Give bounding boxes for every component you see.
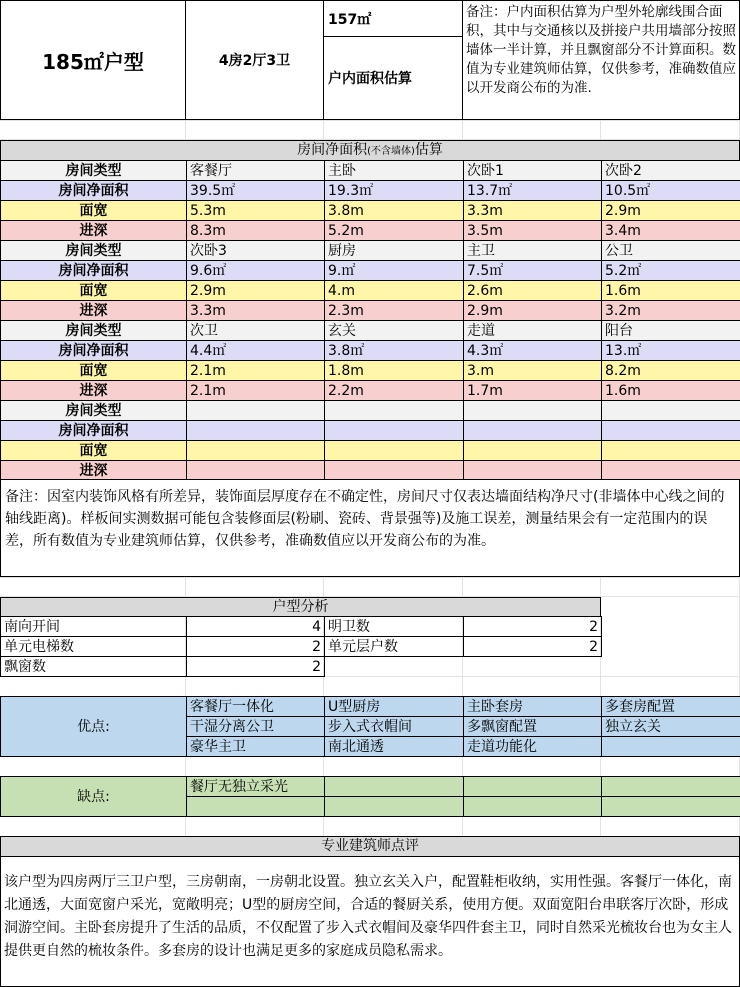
header-block: [0, 0, 740, 120]
room-name-row: [1, 241, 740, 261]
room-area: 5.2㎡: [602, 261, 740, 281]
pros-item: U型厨房: [325, 697, 464, 717]
pros-item: 主卧套房: [464, 697, 602, 717]
unit-type: 185㎡户型: [42, 49, 144, 74]
room-area: [602, 421, 740, 441]
room-width: 2.6m: [464, 281, 602, 301]
analysis-title: [0, 597, 601, 617]
room-depth: 1.6m: [602, 381, 740, 401]
room-width: 2.9m: [602, 201, 740, 221]
analysis-value: 2: [464, 637, 602, 657]
room-depth: 3.4m: [602, 221, 740, 241]
pros-item: 独立玄关: [602, 717, 740, 737]
pros-item: 多飘窗配置: [464, 717, 602, 737]
room-depth-row: [1, 461, 740, 481]
row-label: 面宽: [1, 361, 187, 381]
room-area: 4.4㎡: [187, 341, 325, 361]
room-name: 主卫: [464, 241, 602, 261]
pros-table: [0, 696, 740, 757]
room-name: 厨房: [325, 241, 464, 261]
row-label: 房间净面积: [1, 421, 187, 441]
row-label: 房间类型: [1, 241, 187, 261]
room-name-row: [1, 401, 740, 421]
analysis-row: [1, 637, 602, 657]
room-width: [187, 441, 325, 461]
room-width: 4.m: [325, 281, 464, 301]
room-width-row: [1, 281, 740, 301]
pros-label: 优点:: [1, 697, 187, 757]
room-area: 7.5㎡: [464, 261, 602, 281]
room-depth-row: [1, 301, 740, 321]
room-depth: 3.5m: [464, 221, 602, 241]
cons-item: [325, 777, 464, 797]
room-width: 2.1m: [187, 361, 325, 381]
analysis-value: 2: [187, 657, 325, 677]
analysis-table: [0, 616, 602, 677]
rooms-title-small: (不含墙体): [367, 146, 415, 157]
cons-item: [187, 797, 325, 817]
room-depth: 2.2m: [325, 381, 464, 401]
cons-item: [325, 797, 464, 817]
review-title-text: 专业建筑师点评: [321, 838, 419, 854]
room-depth: [602, 461, 740, 481]
room-area-row: [1, 421, 740, 441]
room-area: 39.5㎡: [187, 181, 325, 201]
room-width: 2.9m: [187, 281, 325, 301]
room-width: 3.m: [464, 361, 602, 381]
room-area: 9.㎡: [325, 261, 464, 281]
row-label: 房间类型: [1, 401, 187, 421]
row-label: 房间类型: [1, 161, 187, 181]
room-depth: [464, 461, 602, 481]
pros-item: 走道功能化: [464, 737, 602, 757]
area-label-cell: [323, 36, 463, 120]
area-value: 157㎡: [328, 12, 372, 28]
room-name: 阳台: [602, 321, 740, 341]
pros-item: 南北通透: [325, 737, 464, 757]
row-label: 进深: [1, 461, 187, 481]
room-area: 4.3㎡: [464, 341, 602, 361]
cons-item: [464, 777, 602, 797]
unit-type-cell: [0, 0, 186, 120]
row-label: 房间类型: [1, 321, 187, 341]
area-label: 户内面积估算: [328, 71, 412, 87]
room-name: 玄关: [325, 321, 464, 341]
room-width: [464, 441, 602, 461]
cons-item: [602, 777, 740, 797]
analysis-row: [1, 657, 602, 677]
analysis-label: 单元层户数: [325, 637, 464, 657]
analysis-label: 飘窗数: [1, 657, 187, 677]
room-area-row: [1, 341, 740, 361]
room-name: [325, 401, 464, 421]
area-note-cell: [462, 0, 740, 120]
pros-item: 步入式衣帽间: [325, 717, 464, 737]
row-label: 进深: [1, 301, 187, 321]
row-label: 房间净面积: [1, 341, 187, 361]
room-depth: 3.2m: [602, 301, 740, 321]
review-cell: [0, 856, 740, 987]
pros-item: 多套房配置: [602, 697, 740, 717]
room-area-table: [0, 160, 740, 481]
analysis-label: 单元电梯数: [1, 637, 187, 657]
cons-label: 缺点:: [1, 777, 187, 817]
analysis-row: [1, 617, 602, 637]
analysis-title-text: 户型分析: [272, 599, 329, 615]
pros-item: [602, 737, 740, 757]
room-width: 1.8m: [325, 361, 464, 381]
room-name-row: [1, 161, 740, 181]
room-area: 13.㎡: [602, 341, 740, 361]
room-width: [325, 441, 464, 461]
room-width: 1.6m: [602, 281, 740, 301]
room-width: 8.2m: [602, 361, 740, 381]
room-width-row: [1, 441, 740, 461]
room-name: [602, 401, 740, 421]
analysis-label: 明卫数: [325, 617, 464, 637]
room-depth: 2.9m: [464, 301, 602, 321]
pros-row: [1, 697, 740, 717]
room-name-row: [1, 321, 740, 341]
rooms-title-main: 房间净面积: [297, 142, 368, 158]
room-area-row: [1, 181, 740, 201]
layout-cell: [185, 0, 324, 120]
room-name: 公卫: [602, 241, 740, 261]
review-title: [0, 836, 740, 857]
room-depth: 5.2m: [325, 221, 464, 241]
row-label: 面宽: [1, 441, 187, 461]
rooms-title: [0, 140, 740, 161]
row-label: 房间净面积: [1, 261, 187, 281]
pros-item: 豪华主卫: [187, 737, 325, 757]
cons-item: 餐厅无独立采光: [187, 777, 325, 797]
cons-item: [602, 797, 740, 817]
room-width: 3.8m: [325, 201, 464, 221]
pros-item: 干湿分离公卫: [187, 717, 325, 737]
room-area: 3.8㎡: [325, 341, 464, 361]
pros-item: 客餐厅一体化: [187, 697, 325, 717]
row-label: 面宽: [1, 281, 187, 301]
room-name: 客餐厅: [187, 161, 325, 181]
room-depth: 2.3m: [325, 301, 464, 321]
room-depth: [187, 461, 325, 481]
analysis-value: 2: [464, 617, 602, 637]
room-depth: 1.7m: [464, 381, 602, 401]
analysis-value: 2: [187, 637, 325, 657]
room-depth-row: [1, 221, 740, 241]
room-depth: 3.3m: [187, 301, 325, 321]
room-name: 主卧: [325, 161, 464, 181]
room-name: [464, 401, 602, 421]
analysis-label: 南向开间: [1, 617, 187, 637]
row-label: 进深: [1, 381, 187, 401]
room-name: 次卫: [187, 321, 325, 341]
area-value-cell: [323, 0, 463, 37]
room-area: 13.7㎡: [464, 181, 602, 201]
room-name: 次卧1: [464, 161, 602, 181]
room-area-row: [1, 261, 740, 281]
room-area: 9.6㎡: [187, 261, 325, 281]
cons-row: [1, 777, 740, 797]
room-area: [187, 421, 325, 441]
room-depth-row: [1, 381, 740, 401]
room-name: 次卧3: [187, 241, 325, 261]
room-area: [464, 421, 602, 441]
rooms-note-cell: [0, 479, 740, 577]
row-label: 进深: [1, 221, 187, 241]
analysis-value: 4: [187, 617, 325, 637]
room-layout: 4房2厅3卫: [218, 53, 291, 69]
room-area: 19.3㎡: [325, 181, 464, 201]
row-label: 房间净面积: [1, 181, 187, 201]
room-width-row: [1, 361, 740, 381]
rooms-title-end: 估算: [414, 142, 443, 158]
room-depth: 2.1m: [187, 381, 325, 401]
room-name: 次卧2: [602, 161, 740, 181]
row-label: 面宽: [1, 201, 187, 221]
room-area: [325, 421, 464, 441]
room-depth: [325, 461, 464, 481]
room-name: [187, 401, 325, 421]
room-area: 10.5㎡: [602, 181, 740, 201]
rooms-note: 备注：因室内装饰风格有所差异，装饰面层厚度存在不确定性，房间尺寸仅表达墙面结构净尺寸(非墙体中心线之间的轴线距离)。样板间实测数据可能包含装修面层(粉刷、瓷砖、背景强等)及施工误差，测量结果会有一定范围内的误差，所有数值为专业建筑师估算，仅供参考，准确数值应以开发商公布的为准。: [5, 489, 725, 549]
room-width: 3.3m: [464, 201, 602, 221]
room-width: 5.3m: [187, 201, 325, 221]
room-depth: 8.3m: [187, 221, 325, 241]
area-note: 备注：户内面积估算为户型外轮廓线围合面积，其中与交通核以及拼接户共用墙部分按照墙体一半计算，并且飘窗部分不计算面积。数值为专业建筑师估算，仅供参考，准确数值应以开发商公布的为准.: [466, 4, 736, 96]
cons-item: [464, 797, 602, 817]
review-text: 该户型为四房两厅三卫户型，三房朝南，一房朝北设置。独立玄关入户，配置鞋柜收纳，实用性强。客餐厅一体化，南北通透，大面宽窗户采光，宽敞明亮；U型的厨房空间，合适的餐厨关系，使用方便。双面宽阳台串联客厅次卧，形成洞游空间。主卧套房提升了生活的品质，不仅配置了步入式衣帽间及豪华四件套主卫，同时自然采光梳妆台也为女主人提供更自然的梳妆条件。多套房的设计也满足更多的家庭成员隐私需求。: [4, 874, 732, 959]
room-name: 走道: [464, 321, 602, 341]
room-width: [602, 441, 740, 461]
room-width-row: [1, 201, 740, 221]
cons-table: [0, 776, 740, 817]
